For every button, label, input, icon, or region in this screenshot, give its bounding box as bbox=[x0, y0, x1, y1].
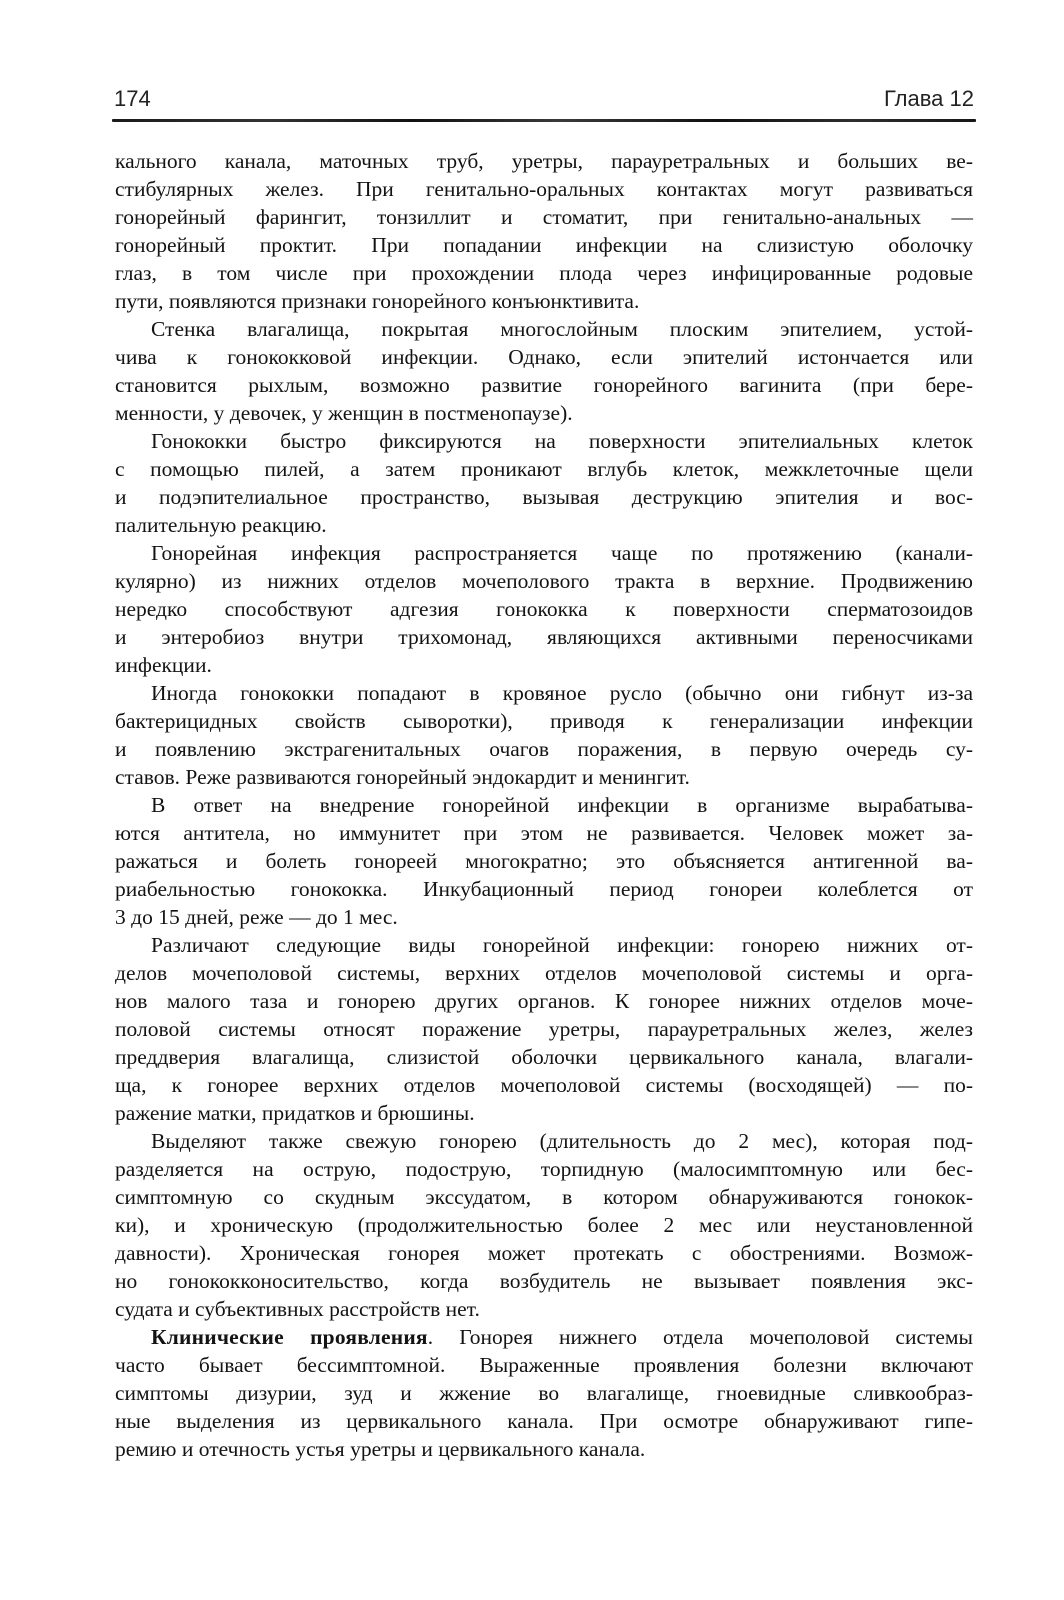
text-line: ражение матки, придатков и брюшины. bbox=[115, 1101, 475, 1125]
text-line: палительную реакцию. bbox=[115, 513, 327, 537]
text-line: гонорейный проктит. При попадании инфекции на слизистую оболочку bbox=[115, 233, 973, 257]
paragraph bbox=[115, 1127, 973, 1323]
chapter-label: Глава 12 bbox=[883, 86, 974, 111]
text-line: Гонококки быстро фиксируются на поверхности эпителиальных клеток bbox=[151, 429, 973, 453]
text-line: ражаться и болеть гонореей многократно; это объясняется антигенной ва- bbox=[115, 849, 973, 873]
text-line: симптомную со скудным экссудатом, в котором обнаруживаются гонокок- bbox=[115, 1185, 973, 1209]
text-line: ются антитела, но иммунитет при этом не развивается. Человек может за- bbox=[115, 821, 973, 845]
paragraph bbox=[115, 147, 973, 315]
text-line: и подэпителиальное пространство, вызывая деструкцию эпителия и вос- bbox=[115, 485, 973, 509]
text-line: Иногда гонококки попадают в кровяное русло (обычно они гибнут из-за bbox=[151, 681, 973, 705]
text-line: но гонококконосительство, когда возбудитель не вызывает появления экс- bbox=[115, 1269, 973, 1293]
paragraph bbox=[115, 539, 973, 679]
text-line: пути, появляются признаки гонорейного конъюнктивита. bbox=[115, 289, 640, 313]
text-line: менности, у девочек, у женщин в постменопаузе). bbox=[115, 401, 573, 425]
text-line: и энтеробиоз внутри трихомонад, являющихся активными переносчиками bbox=[115, 625, 973, 649]
text-line: Гонорейная инфекция распространяется чаще по протяжению (канали- bbox=[151, 541, 973, 565]
text-line: 3 до 15 дней, реже — до 1 мес. bbox=[115, 905, 398, 929]
text-line: бактерицидных свойств сыворотки), приводя к генерализации инфекции bbox=[115, 709, 973, 733]
text-line: ные выделения из цервикального канала. При осмотре обнаруживают гипе- bbox=[115, 1409, 973, 1433]
text-line: риабельностью гонококка. Инкубационный период гонореи колеблется от bbox=[115, 877, 973, 901]
text-line: ща, к гонорее верхних отделов мочеполовой системы (восходящей) — по- bbox=[115, 1073, 973, 1097]
bold-lead: Клинические проявления bbox=[151, 1325, 428, 1349]
text-line: давности). Хроническая гонорея может протекать с обострениями. Возмож- bbox=[115, 1241, 973, 1265]
text-line: Стенка влагалища, покрытая многослойным плоским эпителием, устой- bbox=[151, 317, 973, 341]
text-line: Различают следующие виды гонорейной инфекции: гонорею нижних от- bbox=[151, 933, 973, 957]
page-body bbox=[115, 147, 973, 1463]
text-line: делов мочеполовой системы, верхних отделов мочеполовой системы и орга- bbox=[115, 961, 973, 985]
paragraph bbox=[115, 427, 973, 539]
text-line: симптомы дизурии, зуд и жжение во влагалище, гноевидные сливкообраз- bbox=[115, 1381, 973, 1405]
text-line: гонорейный фарингит, тонзиллит и стоматит, при генитально-анальных — bbox=[115, 205, 973, 229]
page-header bbox=[114, 86, 974, 112]
text-line: глаз, в том числе при прохождении плода через инфицированные родовые bbox=[115, 261, 973, 285]
text-line: Клинические проявления. Гонорея нижнего отдела мочеполовой системы bbox=[151, 1325, 973, 1349]
text-line: кального канала, маточных труб, уретры, парауретральных и больших ве- bbox=[115, 149, 973, 173]
text-line: с помощью пилей, а затем проникают вглубь клеток, межклеточные щели bbox=[115, 457, 973, 481]
paragraph bbox=[115, 315, 973, 427]
header-rule bbox=[112, 119, 976, 122]
text-line: кулярно) из нижних отделов мочеполового тракта в верхние. Продвижению bbox=[115, 569, 973, 593]
text-line: становится рыхлым, возможно развитие гонорейного вагинита (при бере- bbox=[115, 373, 973, 397]
text-line: и появлению экстрагенитальных очагов поражения, в первую очередь су- bbox=[115, 737, 973, 761]
text-line: часто бывает бессимптомной. Выраженные проявления болезни включают bbox=[115, 1353, 973, 1377]
text-line: инфекции. bbox=[115, 653, 212, 677]
text-line: половой системы относят поражение уретры, парауретральных желез, желез bbox=[115, 1017, 973, 1041]
text-line: ставов. Реже развиваются гонорейный эндокардит и менингит. bbox=[115, 765, 690, 789]
text-line: чива к гонококковой инфекции. Однако, если эпителий истончается или bbox=[115, 345, 973, 369]
text-line: В ответ на внедрение гонорейной инфекции в организме вырабатыва- bbox=[151, 793, 973, 817]
text-line: нередко способствуют адгезия гонококка к поверхности сперматозоидов bbox=[115, 597, 973, 621]
text-line: ки), и хроническую (продолжительностью более 2 мес или неустановленной bbox=[115, 1213, 973, 1237]
text-line: преддверия влагалища, слизистой оболочки цервикального канала, влагали- bbox=[115, 1045, 973, 1069]
text-line: стибулярных желез. При генитально-оральных контактах могут развиваться bbox=[115, 177, 973, 201]
text-line: нов малого таза и гонорею других органов. К гонорее нижних отделов моче- bbox=[115, 989, 973, 1013]
page-number: 174 bbox=[114, 86, 151, 111]
paragraph bbox=[115, 679, 973, 791]
paragraph bbox=[115, 791, 973, 931]
paragraph bbox=[115, 1323, 973, 1463]
text-line: разделяется на острую, подострую, торпидную (малосимптомную или бес- bbox=[115, 1157, 973, 1181]
text-line: судата и субъективных расстройств нет. bbox=[115, 1297, 480, 1321]
paragraph bbox=[115, 931, 973, 1127]
text-line: Выделяют также свежую гонорею (длительность до 2 мес), которая под- bbox=[151, 1129, 973, 1153]
text-line: ремию и отечность устья уретры и цервикального канала. bbox=[115, 1437, 646, 1461]
